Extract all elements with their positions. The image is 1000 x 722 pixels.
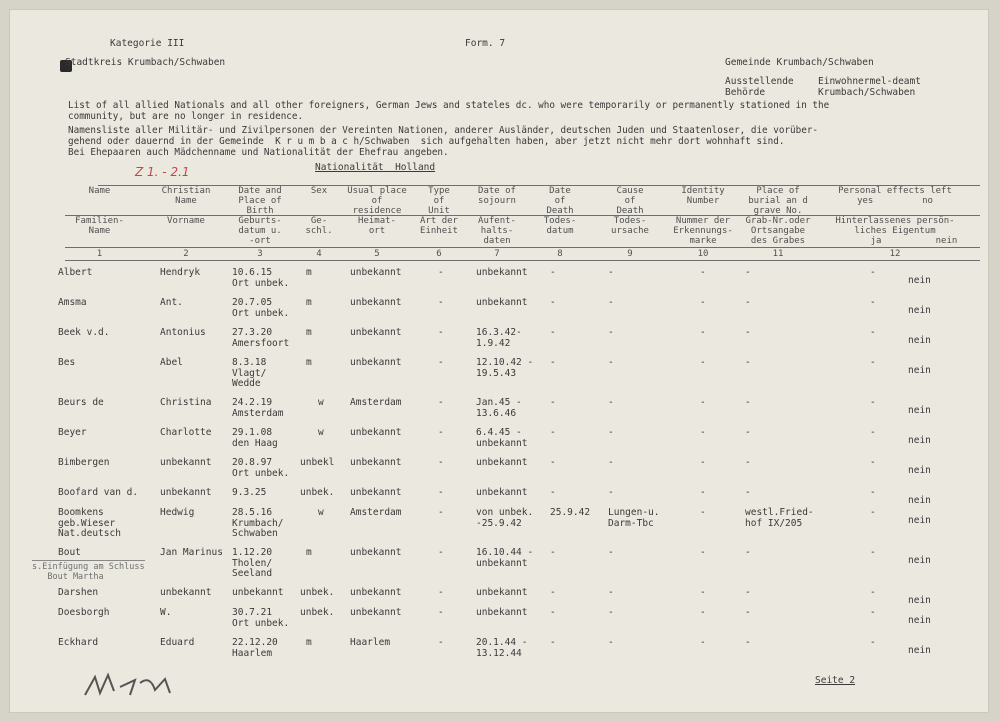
cell-no: nein <box>908 615 931 626</box>
column-header-de: Familien- Name <box>75 216 124 236</box>
column-number: 2 <box>183 249 189 259</box>
cell-grave: - <box>745 457 751 468</box>
cell-unit: - <box>438 297 444 308</box>
cell-ident: - <box>700 547 706 558</box>
cell-unit: - <box>438 427 444 438</box>
cell-sex: unbekl <box>300 457 335 468</box>
cell-birth: 29.1.08 den Haag <box>232 427 278 449</box>
cell-sex: unbek. <box>300 587 335 598</box>
cell-sex: m <box>306 547 312 558</box>
column-header-en: Type of Unit <box>428 186 450 216</box>
table-num-rule <box>65 247 980 248</box>
cell-sojourn: 6.4.45 - unbekannt <box>476 427 528 449</box>
cell-yes: - <box>870 267 876 278</box>
cell-birth: 28.5.16 Krumbach/ Schwaben <box>232 507 284 539</box>
cell-res: Haarlem <box>350 637 391 648</box>
cell-no: nein <box>908 365 931 376</box>
cell-birth: 9.3.25 <box>232 487 267 498</box>
cell-sojourn: von unbek. -25.9.42 <box>476 507 534 529</box>
cell-sojourn: unbekannt <box>476 457 528 468</box>
cell-vorname: Abel <box>160 357 183 368</box>
cell-ident: - <box>700 397 706 408</box>
cell-name: Boomkens geb.Wieser Nat.deutsch <box>58 507 121 539</box>
column-header-de: Ge- schl. <box>305 216 333 236</box>
cell-sex: m <box>306 297 312 308</box>
cell-birth: 24.2.19 Amsterdam <box>232 397 284 419</box>
column-header-en: Date of sojourn <box>478 186 516 206</box>
einwohner-label: Einwohnermel-deamt Krumbach/Schwaben <box>818 76 921 98</box>
cell-yes: - <box>870 397 876 408</box>
cell-ident: - <box>700 457 706 468</box>
cell-ident: - <box>700 587 706 598</box>
cell-sex: m <box>306 637 312 648</box>
cell-cause: - <box>608 547 614 558</box>
column-number: 4 <box>316 249 322 259</box>
cell-no: nein <box>908 335 931 346</box>
cell-name: Darshen <box>58 587 99 598</box>
column-number: 3 <box>257 249 263 259</box>
cell-cause: - <box>608 607 614 618</box>
cell-sojourn: unbekannt <box>476 607 528 618</box>
cell-death: - <box>550 267 556 278</box>
cell-vorname: Hedwig <box>160 507 195 518</box>
cell-death: - <box>550 327 556 338</box>
column-header-de: Art der Einheit <box>420 216 458 236</box>
intro-english: List of all allied Nationals and all other foreigners, German Jews and stateles dc. who were temporarily or permanently stationed in the community, but are no longer in residence. <box>68 100 830 122</box>
cell-yes: - <box>870 297 876 308</box>
cell-grave: - <box>745 637 751 648</box>
cell-unit: - <box>438 357 444 368</box>
cell-no: nein <box>908 275 931 286</box>
cell-no: nein <box>908 555 931 566</box>
red-annotation: Z 1. - 2.1 <box>135 165 190 179</box>
cell-cause: - <box>608 297 614 308</box>
cell-vorname: Antonius <box>160 327 206 338</box>
cell-unit: - <box>438 267 444 278</box>
cell-birth: 20.8.97 Ort unbek. <box>232 457 290 479</box>
cell-death: - <box>550 487 556 498</box>
cell-sojourn: 12.10.42 - 19.5.43 <box>476 357 534 379</box>
column-header-en: Identity Number <box>681 186 725 206</box>
cell-name: Bout <box>58 547 81 558</box>
cell-yes: - <box>870 427 876 438</box>
cell-grave: - <box>745 327 751 338</box>
cell-death: - <box>550 427 556 438</box>
cell-cause: - <box>608 357 614 368</box>
cell-yes: - <box>870 547 876 558</box>
cell-sojourn: unbekannt <box>476 487 528 498</box>
nationality-label: Nationalität Holland <box>315 162 436 173</box>
cell-res: Amsterdam <box>350 397 402 408</box>
cell-death: - <box>550 607 556 618</box>
cell-no: nein <box>908 465 931 476</box>
cell-yes: - <box>870 457 876 468</box>
cell-no: nein <box>908 305 931 316</box>
cell-cause: - <box>608 487 614 498</box>
column-header-en: Name <box>88 186 111 196</box>
cell-birth: 8.3.18 Vlagt/ Wedde <box>232 357 267 389</box>
cell-sojourn: unbekannt <box>476 267 528 278</box>
cell-death: - <box>550 547 556 558</box>
cell-no: nein <box>908 495 931 506</box>
cell-yes: - <box>870 607 876 618</box>
column-number: 10 <box>697 249 709 259</box>
column-number: 11 <box>772 249 784 259</box>
cell-ident: - <box>700 487 706 498</box>
cell-grave: - <box>745 357 751 368</box>
signature <box>80 665 190 705</box>
column-header-en: Sex <box>310 186 328 196</box>
column-header-de: Geburts- datum u. -ort <box>238 216 282 246</box>
cell-birth: 30.7.21 Ort unbek. <box>232 607 290 629</box>
ausstellende-label: Ausstellende Behörde <box>725 76 794 98</box>
cell-ident: - <box>700 357 706 368</box>
cell-res: unbekannt <box>350 587 402 598</box>
cell-name: Albert <box>58 267 93 278</box>
cell-sex: m <box>306 267 312 278</box>
cell-res: unbekannt <box>350 607 402 618</box>
column-number: 6 <box>436 249 442 259</box>
cell-name: Doesborgh <box>58 607 110 618</box>
cell-birth: 27.3.20 Amersfoort <box>232 327 290 349</box>
cell-vorname: unbekannt <box>160 487 212 498</box>
cell-res: unbekannt <box>350 487 402 498</box>
cell-name: Beyer <box>58 427 87 438</box>
category-label: Kategorie III <box>110 38 185 49</box>
cell-res: unbekannt <box>350 327 402 338</box>
cell-sex: m <box>306 327 312 338</box>
cell-yes: - <box>870 587 876 598</box>
column-number: 5 <box>374 249 380 259</box>
page-number: Seite 2 <box>815 675 856 686</box>
cell-unit: - <box>438 327 444 338</box>
column-header-de: Todes- ursache <box>611 216 649 236</box>
cell-sex: unbek. <box>300 487 335 498</box>
cell-death: - <box>550 587 556 598</box>
cell-res: unbekannt <box>350 547 402 558</box>
cell-yes: - <box>870 357 876 368</box>
column-header-en: Date and Place of Birth <box>238 186 282 216</box>
gemeinde-label: Gemeinde Krumbach/Schwaben <box>725 57 874 68</box>
cell-vorname: W. <box>160 607 172 618</box>
cell-yes: - <box>870 637 876 648</box>
cell-cause: - <box>608 427 614 438</box>
cell-res: unbekannt <box>350 267 402 278</box>
cell-vorname: Hendryk <box>160 267 201 278</box>
column-number: 7 <box>494 249 500 259</box>
stadtkreis-label: Stadtkreis Krumbach/Schwaben <box>65 57 226 68</box>
column-header-de: Heimat- ort <box>358 216 396 236</box>
cell-name: Boofard van d. <box>58 487 139 498</box>
cell-sojourn: 16.10.44 - unbekannt <box>476 547 534 569</box>
form-number: Form. 7 <box>465 38 506 49</box>
cell-death: 25.9.42 <box>550 507 591 518</box>
cell-ident: - <box>700 637 706 648</box>
cell-birth: 22.12.20 Haarlem <box>232 637 278 659</box>
column-header-de: Grab-Nr.oder Ortsangabe des Grabes <box>745 216 811 246</box>
cell-death: - <box>550 457 556 468</box>
document-page <box>10 10 988 712</box>
cell-grave: - <box>745 587 751 598</box>
cell-unit: - <box>438 607 444 618</box>
column-number: 12 <box>889 249 901 259</box>
cell-unit: - <box>438 457 444 468</box>
column-number: 8 <box>557 249 563 259</box>
cell-ident: - <box>700 427 706 438</box>
cell-sojourn: 20.1.44 - 13.12.44 <box>476 637 528 659</box>
cell-cause: - <box>608 457 614 468</box>
cell-grave: - <box>745 397 751 408</box>
cell-res: unbekannt <box>350 357 402 368</box>
cell-no: nein <box>908 515 931 526</box>
cell-grave: westl.Fried- hof IX/205 <box>745 507 814 529</box>
cell-vorname: Jan Marinus <box>160 547 223 558</box>
cell-grave: - <box>745 297 751 308</box>
cell-ident: - <box>700 297 706 308</box>
cell-unit: - <box>438 487 444 498</box>
cell-sex: unbek. <box>300 607 335 618</box>
cell-sex: w <box>318 427 324 438</box>
cell-sojourn: 16.3.42- 1.9.42 <box>476 327 522 349</box>
cell-name: Beek v.d. <box>58 327 110 338</box>
cell-sex: w <box>318 397 324 408</box>
cell-birth: unbekannt <box>232 587 284 598</box>
cell-sex: m <box>306 357 312 368</box>
insertion-stamp: s.Einfügung am Schluss Bout Martha <box>32 562 145 582</box>
cell-death: - <box>550 357 556 368</box>
table-bottom-rule <box>65 260 980 261</box>
cell-unit: - <box>438 587 444 598</box>
cell-yes: - <box>870 327 876 338</box>
column-header-de: Aufent- halts- daten <box>478 216 516 246</box>
cell-vorname: Christina <box>160 397 212 408</box>
cell-cause: - <box>608 327 614 338</box>
cell-vorname: unbekannt <box>160 457 212 468</box>
cell-sojourn: unbekannt <box>476 297 528 308</box>
cell-sex: w <box>318 507 324 518</box>
cell-res: unbekannt <box>350 297 402 308</box>
cell-birth: 1.12.20 Tholen/ Seeland <box>232 547 273 579</box>
cell-cause: Lungen-u. Darm-Tbc <box>608 507 660 529</box>
cell-name: Bimbergen <box>58 457 110 468</box>
cell-vorname: unbekannt <box>160 587 212 598</box>
cell-grave: - <box>745 427 751 438</box>
cell-sojourn: unbekannt <box>476 587 528 598</box>
cell-no: nein <box>908 435 931 446</box>
column-header-en: Cause of Death <box>616 186 644 216</box>
cell-ident: - <box>700 607 706 618</box>
cell-res: Amsterdam <box>350 507 402 518</box>
column-header-de: Vorname <box>167 216 205 226</box>
cell-name: Amsma <box>58 297 87 308</box>
cell-unit: - <box>438 507 444 518</box>
cell-cause: - <box>608 267 614 278</box>
column-header-en: Date of Death <box>546 186 574 216</box>
cell-res: unbekannt <box>350 427 402 438</box>
cell-cause: - <box>608 637 614 648</box>
cell-name: Beurs de <box>58 397 104 408</box>
cell-res: unbekannt <box>350 457 402 468</box>
cell-cause: - <box>608 397 614 408</box>
cell-no: nein <box>908 595 931 606</box>
cell-yes: - <box>870 487 876 498</box>
cell-ident: - <box>700 327 706 338</box>
cell-grave: - <box>745 267 751 278</box>
cell-birth: 10.6.15 Ort unbek. <box>232 267 290 289</box>
column-header-de: Nummer der Erkennungs- marke <box>673 216 733 246</box>
column-number: 9 <box>627 249 633 259</box>
cell-grave: - <box>745 607 751 618</box>
cell-birth: 20.7.05 Ort unbek. <box>232 297 290 319</box>
cell-unit: - <box>438 547 444 558</box>
cell-sojourn: Jan.45 - 13.6.46 <box>476 397 522 419</box>
cell-death: - <box>550 297 556 308</box>
cell-unit: - <box>438 397 444 408</box>
cell-ident: - <box>700 507 706 518</box>
cell-vorname: Eduard <box>160 637 195 648</box>
cell-no: nein <box>908 405 931 416</box>
cell-death: - <box>550 397 556 408</box>
cell-name: Eckhard <box>58 637 99 648</box>
column-header-de: Todes- datum <box>543 216 577 236</box>
cell-yes: - <box>870 507 876 518</box>
cell-vorname: Charlotte <box>160 427 212 438</box>
intro-german: Namensliste aller Militär- und Zivilpersonen der Vereinten Nationen, anderer Ausländer, deutschen Juden und Staatenloser, die vorüber- gehend oder dauernd in der Gemeinde K r u m b a c h/Schwaben sich aufgehalten haben, aber jetzt nicht mehr dort wohnhaft sind. Bei Ehepaaren auch Mädchenname und Nationalität der Ehefrau angeben. <box>68 125 819 158</box>
column-header-en: Usual place of residence <box>347 186 407 216</box>
column-number: 1 <box>96 249 103 259</box>
cell-grave: - <box>745 547 751 558</box>
column-header-de: Hinterlassenes persön- liches Eigentum ja nein <box>835 216 958 246</box>
cell-ident: - <box>700 267 706 278</box>
cell-vorname: Ant. <box>160 297 183 308</box>
cell-name: Bes <box>58 357 76 368</box>
cell-cause: - <box>608 587 614 598</box>
column-header-en: Place of burial an d grave No. <box>748 186 808 216</box>
cell-grave: - <box>745 487 751 498</box>
cell-no: nein <box>908 645 931 656</box>
cell-death: - <box>550 637 556 648</box>
column-header-en: Christian Name <box>161 186 211 206</box>
column-header-en: Personal effects left yes no <box>838 186 952 206</box>
cell-unit: - <box>438 637 444 648</box>
